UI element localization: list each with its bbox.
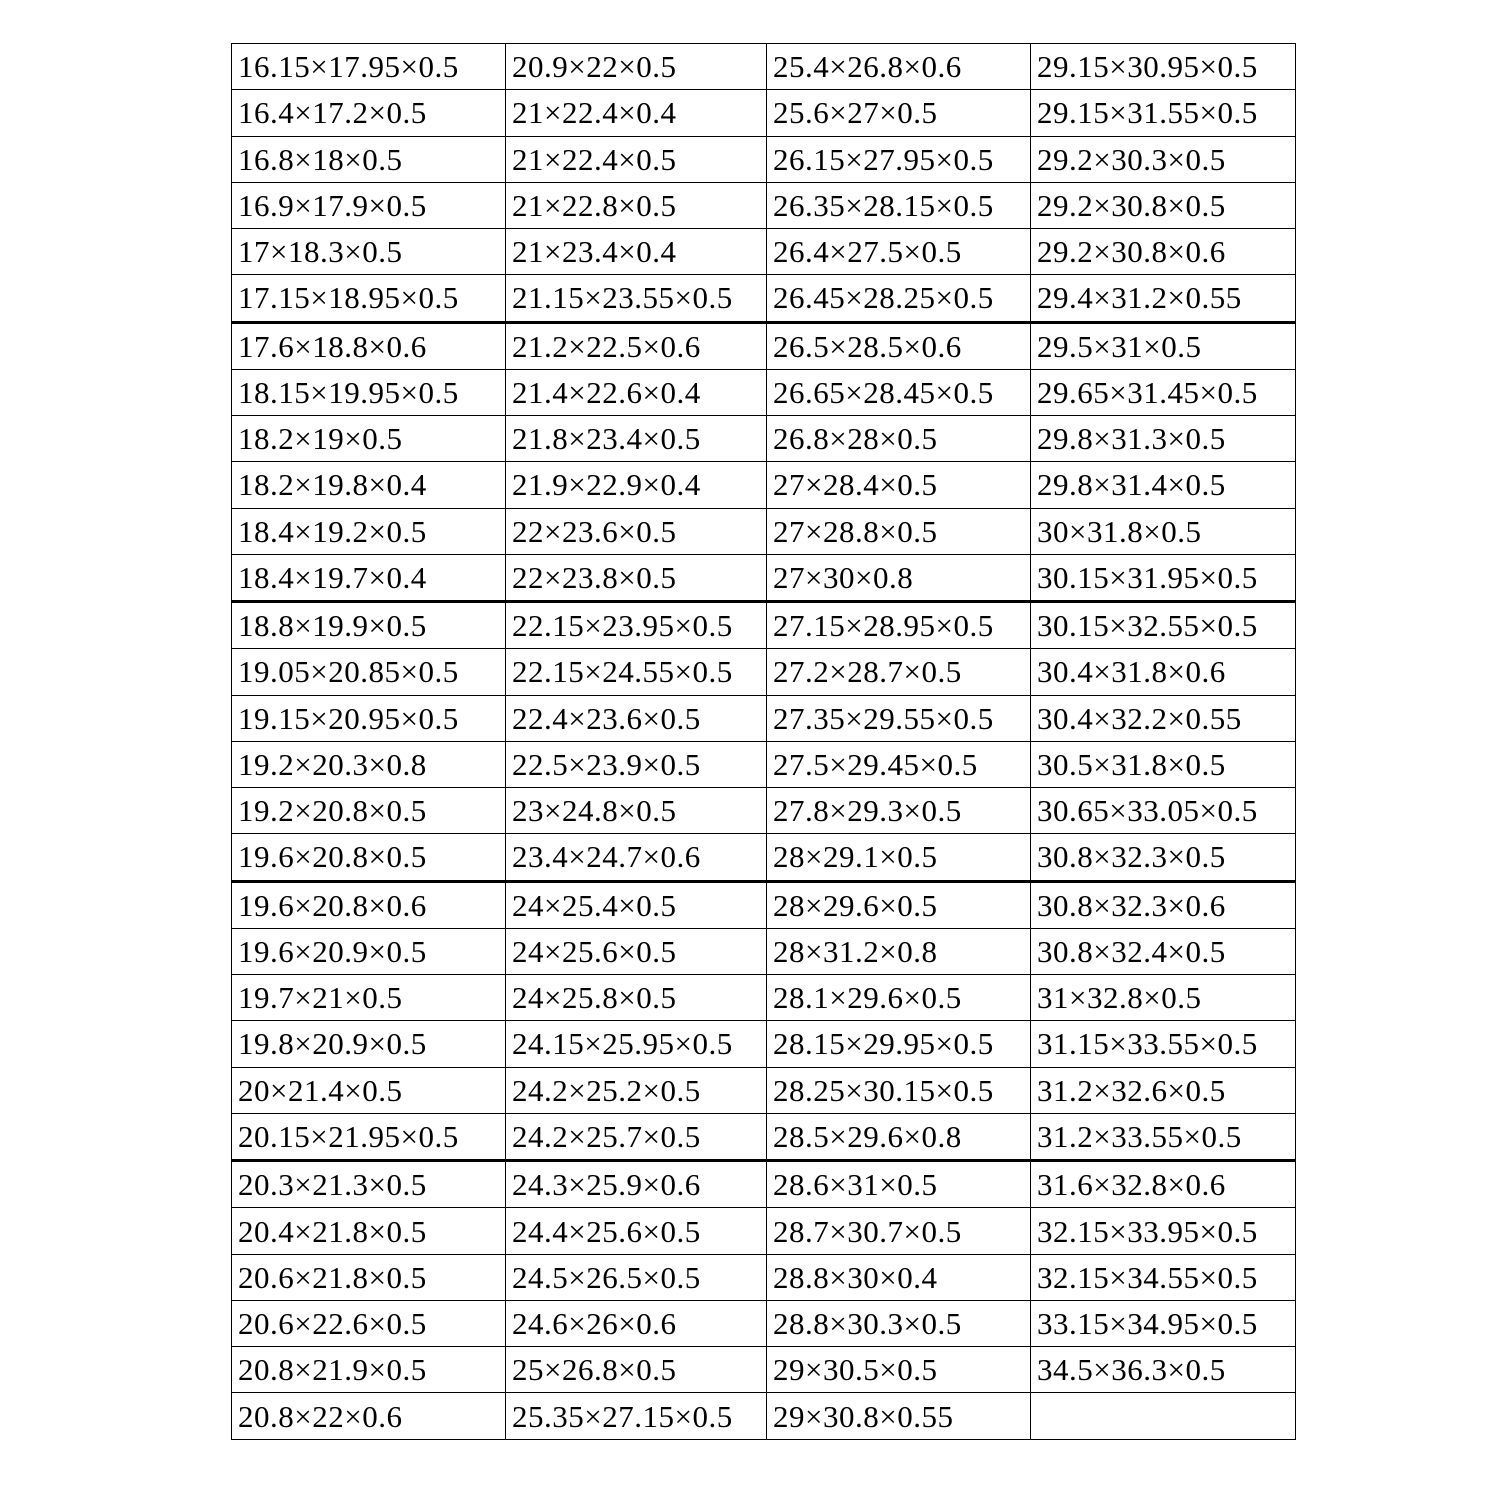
size-cell: 28.6×31×0.5 [767,1161,1031,1208]
size-cell: 33.15×34.95×0.5 [1031,1300,1296,1346]
size-cell: 30×31.8×0.5 [1031,508,1296,554]
size-cell: 20.3×21.3×0.5 [232,1161,506,1208]
table-row [232,834,1296,881]
size-cell: 20×21.4×0.5 [232,1067,506,1113]
size-cell: 21×22.8×0.5 [506,182,767,228]
size-cell: 19.2×20.8×0.5 [232,788,506,834]
table-row [232,462,1296,508]
size-cell: 25.35×27.15×0.5 [506,1393,767,1440]
size-cell: 24×25.8×0.5 [506,975,767,1021]
size-cell: 19.8×20.9×0.5 [232,1021,506,1067]
size-cell: 24×25.4×0.5 [506,881,767,928]
size-cell: 23×24.8×0.5 [506,788,767,834]
size-cell: 31.15×33.55×0.5 [1031,1021,1296,1067]
size-cell: 27×28.4×0.5 [767,462,1031,508]
size-cell: 26.45×28.25×0.5 [767,275,1031,322]
size-cell: 21.15×23.55×0.5 [506,275,767,322]
size-cell: 29.65×31.45×0.5 [1031,369,1296,415]
table-row [232,602,1296,649]
size-cell: 28.15×29.95×0.5 [767,1021,1031,1067]
size-cell: 22.15×24.55×0.5 [506,649,767,695]
table-row [232,1113,1296,1160]
size-cell: 21.4×22.6×0.4 [506,369,767,415]
size-cell: 17.15×18.95×0.5 [232,275,506,322]
size-cell: 29.2×30.8×0.6 [1031,229,1296,275]
size-cell: 26.8×28×0.5 [767,416,1031,462]
size-cell: 19.6×20.8×0.6 [232,881,506,928]
size-cell: 27×30×0.8 [767,554,1031,601]
size-cell: 30.15×32.55×0.5 [1031,602,1296,649]
table-row [232,369,1296,415]
size-cell: 30.8×32.3×0.6 [1031,881,1296,928]
size-cell: 31.6×32.8×0.6 [1031,1161,1296,1208]
size-cell: 31.2×32.6×0.5 [1031,1067,1296,1113]
size-cell: 22×23.8×0.5 [506,554,767,601]
size-cell: 30.4×32.2×0.55 [1031,695,1296,741]
table-row [232,741,1296,787]
size-table-body [232,44,1296,1440]
size-cell: 29.2×30.8×0.5 [1031,182,1296,228]
size-cell: 24×25.6×0.5 [506,928,767,974]
size-cell: 24.2×25.7×0.5 [506,1113,767,1160]
size-cell: 22.5×23.9×0.5 [506,741,767,787]
size-cell: 22.15×23.95×0.5 [506,602,767,649]
table-row [232,554,1296,601]
size-cell: 28.25×30.15×0.5 [767,1067,1031,1113]
size-cell: 29.4×31.2×0.55 [1031,275,1296,322]
size-cell: 24.2×25.2×0.5 [506,1067,767,1113]
size-table [231,43,1296,1440]
size-cell: 22.4×23.6×0.5 [506,695,767,741]
table-row [232,229,1296,275]
size-cell: 29.2×30.3×0.5 [1031,136,1296,182]
table-row [232,881,1296,928]
size-cell: 28×29.1×0.5 [767,834,1031,881]
size-cell: 22×23.6×0.5 [506,508,767,554]
table-row [232,1300,1296,1346]
size-cell: 16.9×17.9×0.5 [232,182,506,228]
size-cell: 19.15×20.95×0.5 [232,695,506,741]
size-cell: 19.05×20.85×0.5 [232,649,506,695]
size-cell: 30.5×31.8×0.5 [1031,741,1296,787]
size-cell: 21.9×22.9×0.4 [506,462,767,508]
size-cell: 19.2×20.3×0.8 [232,741,506,787]
size-cell: 20.6×21.8×0.5 [232,1254,506,1300]
table-row [232,1021,1296,1067]
size-cell: 27.2×28.7×0.5 [767,649,1031,695]
table-row [232,416,1296,462]
size-cell: 16.4×17.2×0.5 [232,90,506,136]
size-cell: 21×22.4×0.5 [506,136,767,182]
size-cell: 29.5×31×0.5 [1031,322,1296,369]
size-cell: 20.15×21.95×0.5 [232,1113,506,1160]
size-cell: 16.15×17.95×0.5 [232,44,506,90]
size-cell: 20.8×22×0.6 [232,1393,506,1440]
size-cell: 26.65×28.45×0.5 [767,369,1031,415]
size-cell: 18.15×19.95×0.5 [232,369,506,415]
size-cell: 25×26.8×0.5 [506,1347,767,1393]
table-row [232,44,1296,90]
size-cell: 26.35×28.15×0.5 [767,182,1031,228]
size-cell: 29.15×31.55×0.5 [1031,90,1296,136]
size-cell: 26.5×28.5×0.6 [767,322,1031,369]
size-cell: 29.15×30.95×0.5 [1031,44,1296,90]
size-cell: 29.8×31.3×0.5 [1031,416,1296,462]
table-row [232,1161,1296,1208]
table-row [232,90,1296,136]
size-cell: 20.9×22×0.5 [506,44,767,90]
size-cell: 21×22.4×0.4 [506,90,767,136]
size-cell: 19.7×21×0.5 [232,975,506,1021]
size-cell: 27.35×29.55×0.5 [767,695,1031,741]
size-cell: 28.8×30×0.4 [767,1254,1031,1300]
size-cell: 18.4×19.7×0.4 [232,554,506,601]
size-cell: 21.8×23.4×0.5 [506,416,767,462]
size-cell: 29×30.5×0.5 [767,1347,1031,1393]
size-cell: 31×32.8×0.5 [1031,975,1296,1021]
size-cell: 24.6×26×0.6 [506,1300,767,1346]
table-row [232,1254,1296,1300]
size-cell: 26.15×27.95×0.5 [767,136,1031,182]
size-cell: 34.5×36.3×0.5 [1031,1347,1296,1393]
size-cell: 26.4×27.5×0.5 [767,229,1031,275]
table-row [232,1067,1296,1113]
size-cell: 21.2×22.5×0.6 [506,322,767,369]
size-cell: 21×23.4×0.4 [506,229,767,275]
size-cell: 19.6×20.9×0.5 [232,928,506,974]
table-row [232,1393,1296,1440]
table-row [232,695,1296,741]
size-cell: 30.65×33.05×0.5 [1031,788,1296,834]
size-cell: 20.4×21.8×0.5 [232,1208,506,1254]
size-cell: 24.15×25.95×0.5 [506,1021,767,1067]
size-cell: 30.4×31.8×0.6 [1031,649,1296,695]
size-cell: 16.8×18×0.5 [232,136,506,182]
table-row [232,649,1296,695]
size-cell: 17×18.3×0.5 [232,229,506,275]
size-cell: 18.2×19×0.5 [232,416,506,462]
size-cell: 20.8×21.9×0.5 [232,1347,506,1393]
table-row [232,182,1296,228]
size-cell: 32.15×33.95×0.5 [1031,1208,1296,1254]
size-cell: 27.8×29.3×0.5 [767,788,1031,834]
size-cell: 25.6×27×0.5 [767,90,1031,136]
table-row [232,788,1296,834]
table-row [232,975,1296,1021]
size-cell: 18.2×19.8×0.4 [232,462,506,508]
size-cell: 28.1×29.6×0.5 [767,975,1031,1021]
size-cell: 28.8×30.3×0.5 [767,1300,1031,1346]
table-row [232,136,1296,182]
table-row [232,322,1296,369]
size-cell: 28×29.6×0.5 [767,881,1031,928]
size-cell: 17.6×18.8×0.6 [232,322,506,369]
size-cell: 24.4×25.6×0.5 [506,1208,767,1254]
table-row [232,1347,1296,1393]
size-cell: 28.7×30.7×0.5 [767,1208,1031,1254]
size-cell: 20.6×22.6×0.5 [232,1300,506,1346]
size-cell: 24.5×26.5×0.5 [506,1254,767,1300]
size-cell: 28.5×29.6×0.8 [767,1113,1031,1160]
size-cell: 18.8×19.9×0.5 [232,602,506,649]
size-cell: 24.3×25.9×0.6 [506,1161,767,1208]
size-cell: 27.5×29.45×0.5 [767,741,1031,787]
size-cell: 19.6×20.8×0.5 [232,834,506,881]
size-cell: 30.8×32.4×0.5 [1031,928,1296,974]
table-row [232,275,1296,322]
size-cell: 30.15×31.95×0.5 [1031,554,1296,601]
size-cell: 23.4×24.7×0.6 [506,834,767,881]
size-cell: 25.4×26.8×0.6 [767,44,1031,90]
size-cell: 18.4×19.2×0.5 [232,508,506,554]
size-cell: 31.2×33.55×0.5 [1031,1113,1296,1160]
size-cell: 27.15×28.95×0.5 [767,602,1031,649]
table-row [232,508,1296,554]
size-cell: 32.15×34.55×0.5 [1031,1254,1296,1300]
size-cell: 29×30.8×0.55 [767,1393,1031,1440]
size-cell: 27×28.8×0.5 [767,508,1031,554]
table-row [232,928,1296,974]
size-cell: 28×31.2×0.8 [767,928,1031,974]
size-cell: 29.8×31.4×0.5 [1031,462,1296,508]
table-row [232,1208,1296,1254]
size-cell: 30.8×32.3×0.5 [1031,834,1296,881]
size-cell [1031,1393,1296,1440]
size-table-page [231,43,1295,1440]
